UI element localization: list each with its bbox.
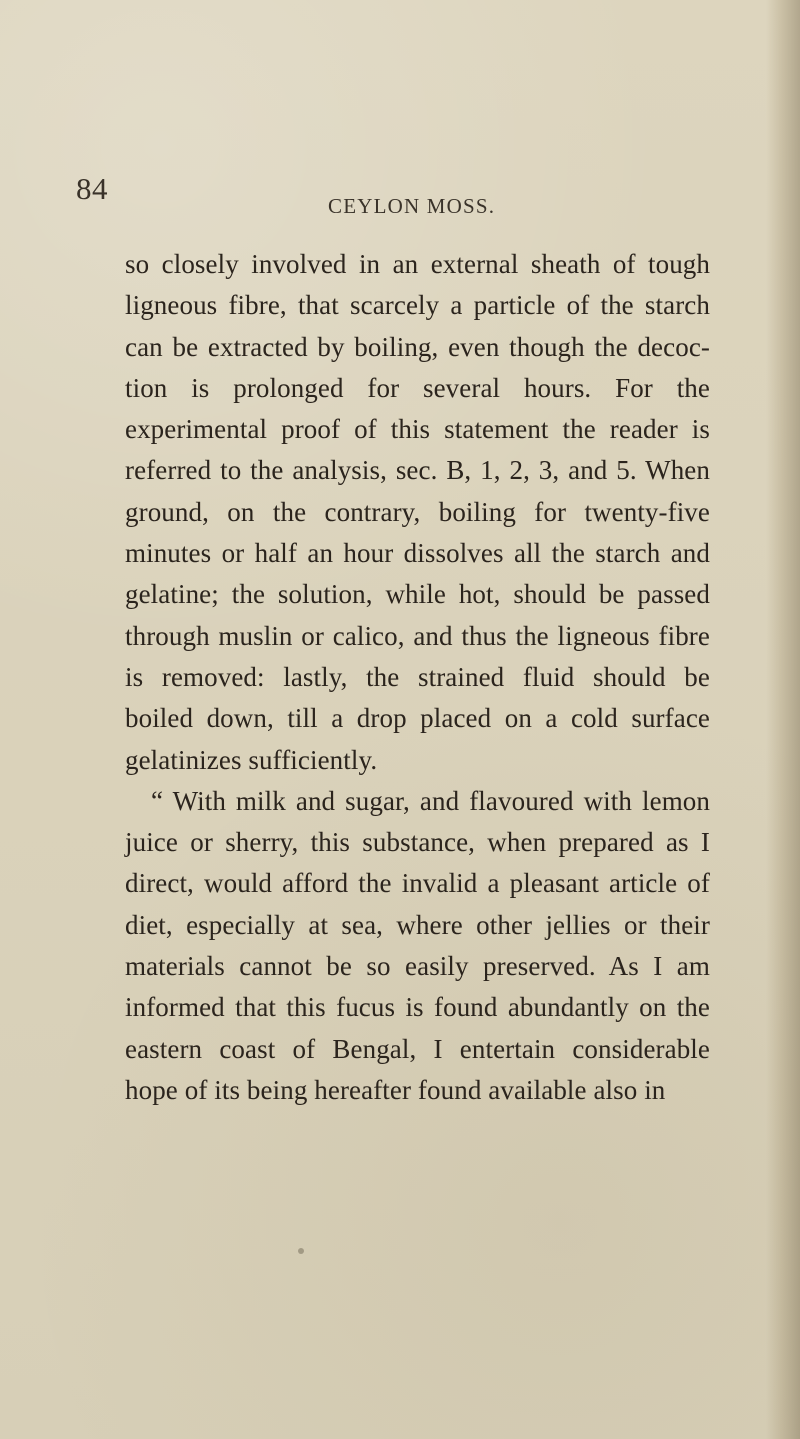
text-line: gelatinizes sufficiently. <box>125 744 378 775</box>
text-line: referred to the analysis, sec. B, 1, 2, 3, and 5. When <box>125 455 710 486</box>
text-line: eastern coast of Bengal, I entertain considerable <box>125 1033 710 1064</box>
text-line: is removed: lastly, the strained fluid should be <box>125 661 710 692</box>
text-line: through muslin or calico, and thus the ligneous fibre <box>125 620 710 651</box>
text-line: tion is prolonged for several hours. For the <box>125 372 710 403</box>
text-line: diet, especially at sea, where other jellies or their <box>125 909 710 940</box>
page-edge-shadow <box>766 0 800 1439</box>
text-line: informed that this fucus is found abundantly on the <box>125 992 710 1023</box>
body-text <box>125 244 710 1111</box>
paper-spot <box>298 1248 304 1254</box>
text-line: materials cannot be so easily preserved. As I am <box>125 951 710 982</box>
text-line: experimental proof of this statement the reader is <box>125 414 710 445</box>
text-line: gelatine; the solution, while hot, should be passed <box>125 579 710 610</box>
text-line: ground, on the contrary, boiling for twenty-five <box>125 496 710 527</box>
running-head: CEYLON MOSS. <box>328 194 496 218</box>
text-line: so closely involved in an external sheath of tough <box>125 249 710 279</box>
text-line: “ With milk and sugar, and flavoured with lemon <box>151 785 710 816</box>
text-line: boiled down, till a drop placed on a cold surface <box>125 703 710 734</box>
text-line: hope of its being hereafter found available also in <box>125 1074 666 1105</box>
text-line: juice or sherry, this substance, when prepared as I <box>125 827 710 858</box>
page-number: 84 <box>76 171 108 206</box>
text-line: direct, would afford the invalid a pleasant article of <box>125 868 710 899</box>
text-line: ligneous fibre, that scarcely a particle of the starch <box>125 290 710 321</box>
text-line: can be extracted by boiling, even though the decoc- <box>125 331 710 362</box>
text-line: minutes or half an hour dissolves all the starch and <box>125 538 710 569</box>
